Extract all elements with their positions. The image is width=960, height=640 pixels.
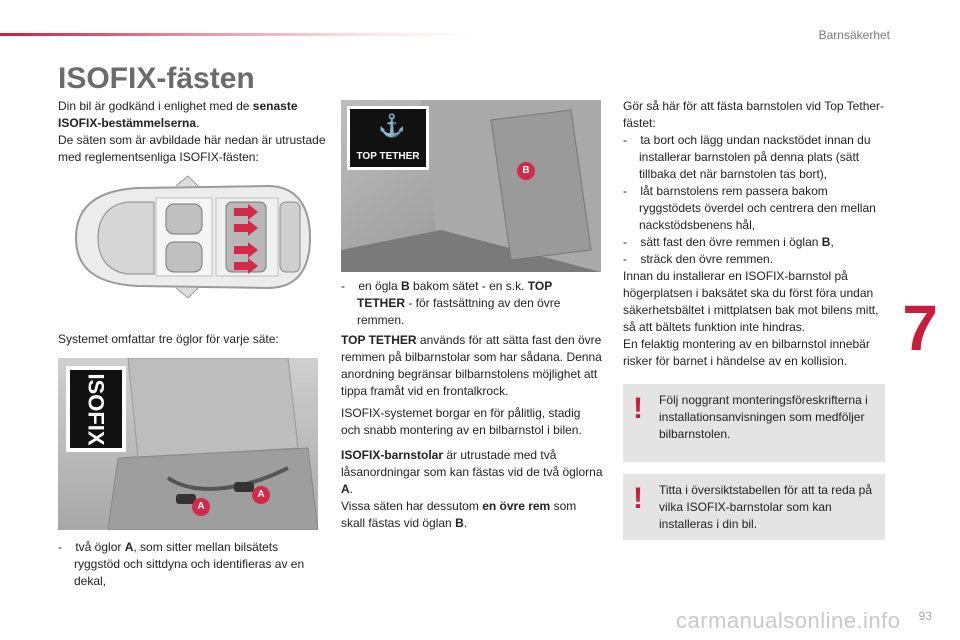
instruction-step: - låt barnstolens rem passera bakom ryggstödets överdel och centrera den mellan nackstödsbenens hål, xyxy=(623,184,876,232)
top-tether-photo xyxy=(341,100,601,272)
anchor-a-marker: A xyxy=(192,498,210,516)
isofix-label-badge xyxy=(66,366,126,452)
intro-text: Din bil är godkänd i enlighet med de senaste ISOFIX-bestämmelserna. De säten som är avbildade här nedan är utrustade med reglementsenliga ISOFIX-fästen: xyxy=(58,99,326,164)
child-seat-icon: ⚓ xyxy=(378,113,406,138)
right-seat-paragraph: Innan du installerar en ISOFIX-barnstol på högerplatsen i baksätet ska du först föra undan säkerhetsbältet i mittplatsen bak mot bilens mitt, så att bältets funktion inte hindras. xyxy=(623,269,879,334)
risk-paragraph: En felaktig montering av en bilbarnstol innebär risker för barnet i händelse av en kollision. xyxy=(623,337,870,368)
warning-icon: ! xyxy=(633,392,643,425)
header-accent-bar xyxy=(0,33,480,36)
warning-icon: ! xyxy=(633,482,643,515)
section-title: Barnsäkerhet xyxy=(818,28,890,42)
warning-box-instructions xyxy=(623,384,885,462)
page-title: ISOFIX-fästen xyxy=(58,62,255,95)
isofix-seats-paragraph: ISOFIX-barnstolar är utrustade med två låsanordningar som kan fästas vid de två öglorna A. Vissa säten har dessutom en övre rem som skall fästas vid öglan B. xyxy=(341,448,603,530)
top-tether-label-badge xyxy=(347,106,429,170)
isofix-system-paragraph: ISOFIX-systemet borgar en för pålitlig, stadig och snabb montering av en bilbarnstol i bilen. xyxy=(341,406,582,437)
page-number: 93 xyxy=(918,609,932,623)
bullet-anchor-a: - två öglor A, som sitter mellan bilsätets ryggstöd och sittdyna och identifieras av en dekal, xyxy=(58,540,305,588)
car-illustration xyxy=(58,168,318,306)
instruction-step: - ta bort och lägg undan nackstödet innan du installerar barnstolen på denna plats (sätt tillbaka det när barnstolen tas bort), xyxy=(623,133,871,181)
isofix-seat-photo xyxy=(58,358,318,530)
chapter-number: 7 xyxy=(902,292,938,364)
watermark: carmanualsonline.info xyxy=(676,608,901,633)
warning-text: Titta i översiktstabellen för att ta reda på vilka ISOFIX-barnstolar som kan installeras i din bil. xyxy=(659,483,872,531)
isofix-label-text: ISOFIX xyxy=(83,372,109,446)
top-tether-label-text: TOP TETHER xyxy=(356,151,420,162)
anchor-a-marker: A xyxy=(252,486,270,504)
bullet-anchor-b: - en ögla B bakom sätet - en s.k. TOP TETHER - för fastsättning av den övre remmen. xyxy=(341,279,561,327)
warning-text: Följ noggrant monteringsföreskrifterna i installationsanvisningen som medföljer bilbarnstolen. xyxy=(659,393,868,441)
warning-box-overview xyxy=(623,474,885,540)
car-top-view-image xyxy=(58,168,318,306)
instruction-step: - sträck den övre remmen. xyxy=(623,252,774,266)
anchor-b-marker: B xyxy=(517,162,535,180)
instructions xyxy=(623,98,885,370)
instruction-step: - sätt fast den övre remmen i öglan B, xyxy=(623,235,834,249)
system-text: Systemet omfattar tre öglor för varje säte: xyxy=(58,332,279,346)
top-tether-paragraph: TOP TETHER används för att sätta fast den övre remmen på bilbarnstolar som har sådana. Denna anordning begränsar bilbarnstolens möjlighet att tippa framåt vid en frontalkrock. xyxy=(341,333,602,398)
instructions-intro: Gör så här för att fästa barnstolen vid Top Tether-fästet: xyxy=(623,99,885,130)
